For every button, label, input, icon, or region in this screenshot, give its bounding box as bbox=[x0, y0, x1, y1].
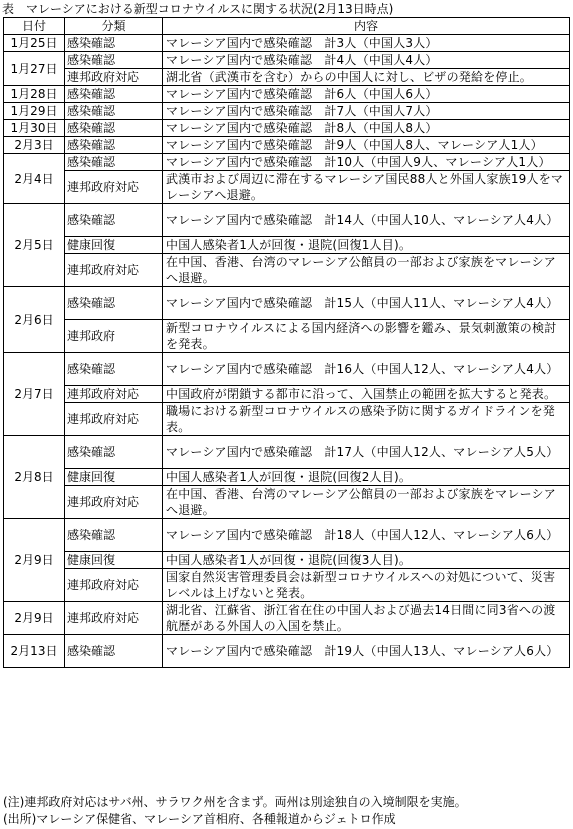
content-cell: マレーシア国内で感染確認 計15人（中国人11人、マレーシア人4人） bbox=[163, 287, 570, 320]
date-cell: 2月7日 bbox=[4, 353, 65, 436]
category-cell: 連邦政府対応 bbox=[65, 403, 163, 436]
category-cell: 感染確認 bbox=[65, 154, 163, 171]
content-cell: 中国政府が閉鎖する都市に沿って、入国禁止の範囲を拡大すると発表。 bbox=[163, 386, 570, 403]
date-cell: 2月9日 bbox=[4, 602, 65, 635]
header-category: 分類 bbox=[65, 18, 163, 35]
table-row bbox=[4, 254, 570, 287]
category-cell: 健康回復 bbox=[65, 469, 163, 486]
content-cell: マレーシア国内で感染確認 計9人（中国人8人、マレーシア人1人） bbox=[163, 137, 570, 154]
date-cell: 2月5日 bbox=[4, 204, 65, 287]
header-date: 日付 bbox=[4, 18, 65, 35]
content-cell: マレーシア国内で感染確認 計3人（中国人3人） bbox=[163, 35, 570, 52]
date-cell: 2月4日 bbox=[4, 154, 65, 204]
header-content: 内容 bbox=[163, 18, 570, 35]
category-cell: 感染確認 bbox=[65, 86, 163, 103]
date-cell: 1月30日 bbox=[4, 120, 65, 137]
category-cell: 感染確認 bbox=[65, 137, 163, 154]
header-row bbox=[4, 18, 570, 35]
table-row bbox=[4, 204, 570, 237]
content-cell: 在中国、香港、台湾のマレーシア公館員の一部および家族をマレーシアへ退避。 bbox=[163, 254, 570, 287]
content-cell: マレーシア国内で感染確認 計8人（中国人8人） bbox=[163, 120, 570, 137]
table-row bbox=[4, 403, 570, 436]
content-cell: 中国人感染者1人が回復・退院(回復1人目)。 bbox=[163, 237, 570, 254]
category-cell: 健康回復 bbox=[65, 237, 163, 254]
content-cell: マレーシア国内で感染確認 計16人（中国人12人、マレーシア人4人） bbox=[163, 353, 570, 386]
table-row bbox=[4, 52, 570, 69]
category-cell: 感染確認 bbox=[65, 204, 163, 237]
table-row bbox=[4, 552, 570, 569]
table-row bbox=[4, 602, 570, 635]
date-cell: 2月6日 bbox=[4, 287, 65, 353]
category-cell: 健康回復 bbox=[65, 552, 163, 569]
table-row bbox=[4, 237, 570, 254]
content-cell: マレーシア国内で感染確認 計17人（中国人12人、マレーシア人5人） bbox=[163, 436, 570, 469]
table-title: 表 マレーシアにおける新型コロナウイルスに関する状況(2月13日時点) bbox=[2, 2, 394, 16]
content-cell: マレーシア国内で感染確認 計18人（中国人12人、マレーシア人6人） bbox=[163, 519, 570, 552]
category-cell: 感染確認 bbox=[65, 436, 163, 469]
category-cell: 感染確認 bbox=[65, 353, 163, 386]
content-cell: マレーシア国内で感染確認 計4人（中国人4人） bbox=[163, 52, 570, 69]
content-cell: マレーシア国内で感染確認 計6人（中国人6人） bbox=[163, 86, 570, 103]
content-cell: 中国人感染者1人が回復・退院(回復3人目)。 bbox=[163, 552, 570, 569]
table-row bbox=[4, 120, 570, 137]
category-cell: 連邦政府対応 bbox=[65, 69, 163, 86]
table-row bbox=[4, 469, 570, 486]
table-row bbox=[4, 154, 570, 171]
date-cell: 2月3日 bbox=[4, 137, 65, 154]
category-cell: 感染確認 bbox=[65, 35, 163, 52]
table-row bbox=[4, 35, 570, 52]
table-row bbox=[4, 103, 570, 120]
category-cell: 感染確認 bbox=[65, 287, 163, 320]
category-cell: 連邦政府対応 bbox=[65, 386, 163, 403]
content-cell: マレーシア国内で感染確認 計7人（中国人7人） bbox=[163, 103, 570, 120]
category-cell: 連邦政府対応 bbox=[65, 602, 163, 635]
category-cell: 連邦政府対応 bbox=[65, 569, 163, 602]
table-row bbox=[4, 353, 570, 386]
content-cell: 武漢市および周辺に滞在するマレーシア国民88人と外国人家族19人をマレーシアへ退避。 bbox=[163, 171, 570, 204]
date-cell: 2月8日 bbox=[4, 436, 65, 519]
date-cell: 1月27日 bbox=[4, 52, 65, 86]
content-cell: マレーシア国内で感染確認 計14人（中国人10人、マレーシア人4人） bbox=[163, 204, 570, 237]
table-row bbox=[4, 635, 570, 668]
table-row bbox=[4, 486, 570, 519]
content-cell: 湖北省、江蘇省、浙江省在住の中国人および過去14日間に同3省への渡航歴がある外国人の入国を禁止。 bbox=[163, 602, 570, 635]
content-cell: 職場における新型コロナウイルスの感染予防に関するガイドラインを発表。 bbox=[163, 403, 570, 436]
table-row bbox=[4, 171, 570, 204]
category-cell: 感染確認 bbox=[65, 120, 163, 137]
table-body bbox=[4, 35, 570, 668]
date-cell: 2月9日 bbox=[4, 519, 65, 602]
table-row bbox=[4, 137, 570, 154]
table-row bbox=[4, 519, 570, 552]
category-cell: 連邦政府対応 bbox=[65, 254, 163, 287]
category-cell: 感染確認 bbox=[65, 103, 163, 120]
date-cell: 2月13日 bbox=[4, 635, 65, 668]
content-cell: 湖北省（武漢市を含む）からの中国人に対し、ビザの発給を停止。 bbox=[163, 69, 570, 86]
category-cell: 連邦政府対応 bbox=[65, 171, 163, 204]
table-row bbox=[4, 320, 570, 353]
category-cell: 感染確認 bbox=[65, 635, 163, 668]
category-cell: 感染確認 bbox=[65, 519, 163, 552]
date-cell: 1月29日 bbox=[4, 103, 65, 120]
content-cell: 国家自然災害管理委員会は新型コロナウイルスへの対処について、災害レベルは上げないと発表。 bbox=[163, 569, 570, 602]
category-cell: 連邦政府 bbox=[65, 320, 163, 353]
date-cell: 1月28日 bbox=[4, 86, 65, 103]
table-row bbox=[4, 86, 570, 103]
table-row bbox=[4, 69, 570, 86]
source-text: (出所)マレーシア保健省、マレーシア首相府、各種報道からジェトロ作成 bbox=[3, 812, 396, 826]
table-row bbox=[4, 569, 570, 602]
table-row bbox=[4, 436, 570, 469]
content-cell: マレーシア国内で感染確認 計10人（中国人9人、マレーシア人1人） bbox=[163, 154, 570, 171]
date-cell: 1月25日 bbox=[4, 35, 65, 52]
content-cell: 中国人感染者1人が回復・退院(回復2人目)。 bbox=[163, 469, 570, 486]
table-row bbox=[4, 386, 570, 403]
category-cell: 感染確認 bbox=[65, 52, 163, 69]
content-cell: 在中国、香港、台湾のマレーシア公館員の一部および家族をマレーシアへ退避。 bbox=[163, 486, 570, 519]
content-cell: 新型コロナウイルスによる国内経済への影響を鑑み、景気刺激策の検討を発表。 bbox=[163, 320, 570, 353]
table-row bbox=[4, 287, 570, 320]
note-text: (注)連邦政府対応はサバ州、サラワク州を含まず。両州は別途独自の入境制限を実施。 bbox=[3, 795, 467, 809]
category-cell: 連邦政府対応 bbox=[65, 486, 163, 519]
content-cell: マレーシア国内で感染確認 計19人（中国人13人、マレーシア人6人） bbox=[163, 635, 570, 668]
status-table bbox=[3, 17, 570, 668]
footnotes bbox=[3, 794, 467, 828]
